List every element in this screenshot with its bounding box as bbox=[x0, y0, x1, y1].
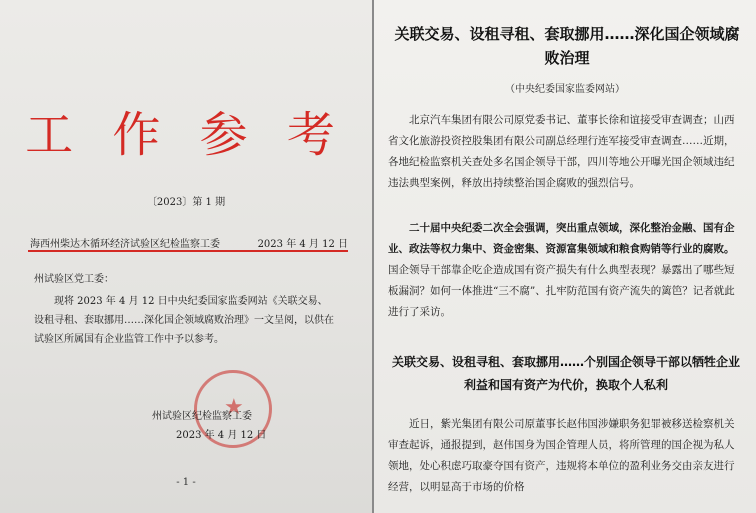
article-paragraph-2 bbox=[388, 218, 744, 323]
signature-date: 2023 年 4 月 12 日 bbox=[176, 430, 267, 441]
issuer-row bbox=[30, 235, 348, 250]
issue-date: 2023 年 4 月 12 日 bbox=[257, 239, 348, 250]
article-source: （中央纪委国家监委网站） bbox=[505, 84, 625, 95]
issuer-name: 海西州柴达木循环经济试验区纪检监察工委 bbox=[30, 239, 220, 250]
red-header-rule bbox=[28, 250, 348, 252]
article-paragraph-1: 北京汽车集团有限公司原党委书记、董事长徐和谊接受审查调查；山西省文化旅游投资控股集团有限公司副总经理行连军接受审查调查……近期，各地纪检监察机关查处多名国企领导干部，四川等地公开曝光国企领域违纪违法典型案例，释放出持续整治国企腐败的强烈信号。 bbox=[388, 114, 735, 189]
notice-body: 现将 2023 年 4 月 12 日中央纪委国家监委网站《关联交易、设租寻租、套取挪用……深化国企领域腐败治理》一文呈阅，以供在试验区所属国有企业监管工作中予以参考。 bbox=[34, 296, 334, 345]
emphasis-text: 二十届中央纪委二次全会强调，突出重点领域，深化整治金融、国有企业、政法等权力集中、资金密集、资源富集领域和粮食购销等行业的腐败。 bbox=[388, 222, 735, 255]
cover-page bbox=[0, 0, 372, 513]
issue-number: 〔2023〕第 1 期 bbox=[146, 197, 226, 208]
article-title: 关联交易、设租寻租、套取挪用……深化国企领域腐败治理 bbox=[394, 25, 740, 67]
article-paragraph-3: 近日，紫光集团有限公司原董事长赵伟国涉嫌职务犯罪被移送检察机关审查起诉，通报提到，赵伟国身为国企管理人员，将所管理的国企视为私人领地，处心积虑巧取豪夺国有资产，违规将本单位的盈利业务交由亲友进行经营，以明显高于市场的价格 bbox=[388, 418, 735, 493]
document-title: 工 作 参 考 bbox=[25, 107, 347, 163]
article-page bbox=[374, 0, 756, 513]
recipient: 州试验区党工委： bbox=[34, 274, 114, 285]
section-heading: 关联交易、设租寻租、套取挪用……个别国企领导干部以牺牲企业利益和国有资产为代价，换取个人私利 bbox=[391, 355, 740, 392]
signature-org: 州试验区纪检监察工委 bbox=[152, 411, 252, 422]
page-number: - 1 - bbox=[176, 477, 196, 488]
paragraph-text: 国企领导干部靠企吃企造成国有资产损失有什么典型表现？暴露出了哪些短板漏洞？如何一体推进“三不腐”、扎牢防范国有资产流失的篱笆？记者就此进行了采访。 bbox=[388, 264, 735, 318]
